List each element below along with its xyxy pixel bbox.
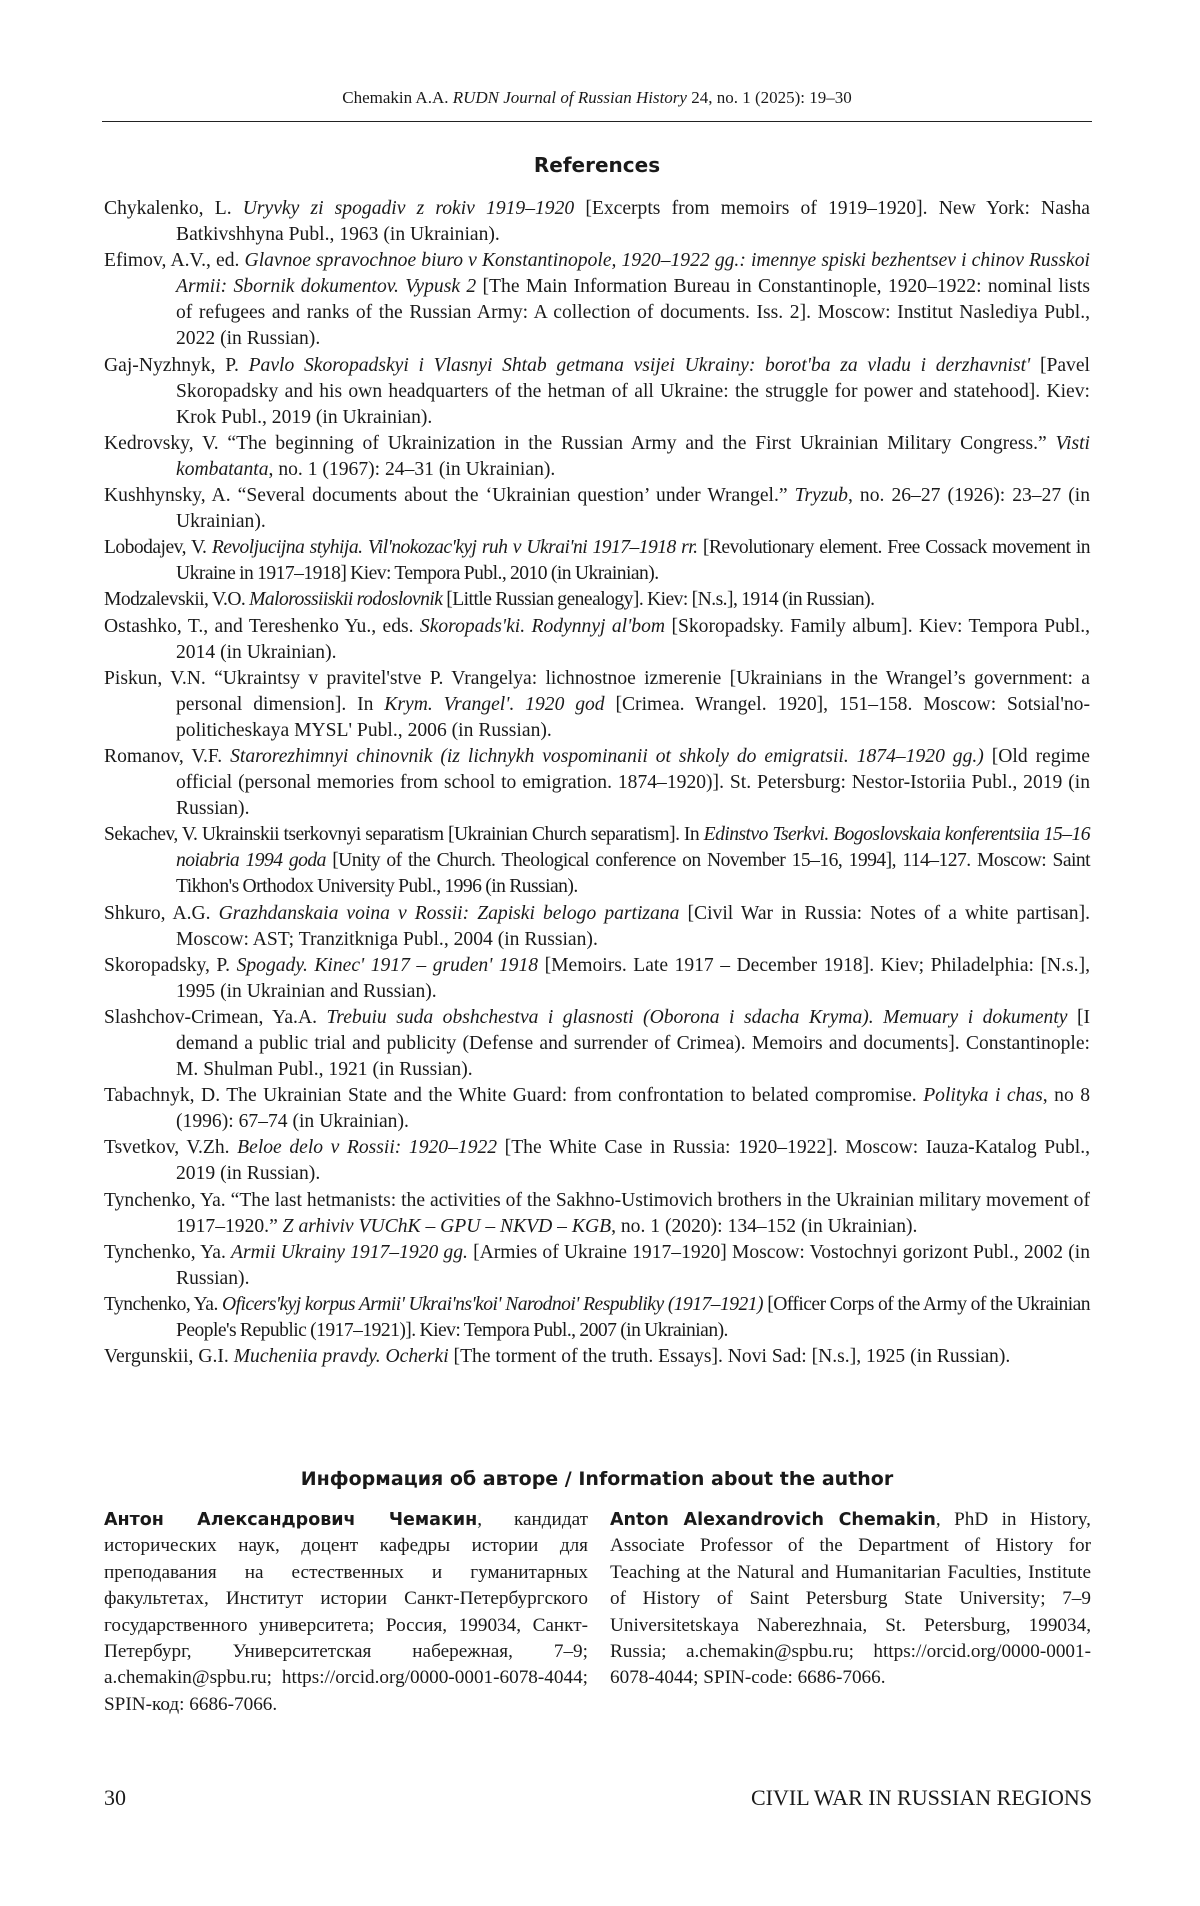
reference-item: Skoropadsky, P. Spogady. Kinec' 1917 – gruden' 1918 [Memoirs. Late 1917 – December 1918]. Kiev; Philadelphia: [N.s.], 1995 (in Ukrainian and Russian).	[104, 954, 1090, 1002]
reference-item: Sekachev, V. Ukrainskii tserkovnyi separatism [Ukrainian Church separatism]. In Edinstvo Tserkvi. Bogoslovskaia konferentsiia 15–16 noiabria 1994 goda [Unity of the Church. Theological conference on November 15–16, 1994], 114–127. Moscow: Saint Tikhon's Orthodox University Publ., 1996 (in Russian).	[104, 824, 1091, 898]
reference-list	[104, 196, 1090, 1370]
reference-item: Romanov, V.F. Starorezhimnyi chinovnik (iz lichnykh vospominanii ot shkoly do emigratsii. 1874–1920 gg.) [Old regime official (personal memories from school to emigration. 1874–1920)]. St. Petersburg: Nestor-Istoriia Publ., 2019 (in Russian).	[104, 745, 1090, 820]
reference-item: Lobodajev, V. Revoljucijna styhija. Vil'nokozac'kyj ruh v Ukrai'ni 1917–1918 rr. [Revolutionary element. Free Cossack movement in Ukraine in 1917–1918] Kiev: Tempora Publ., 2010 (in Ukrainian).	[104, 537, 1090, 585]
reference-item: Tabachnyk, D. The Ukrainian State and the White Guard: from confrontation to belated compromise. Polityka i chas, no 8 (1996): 67–74 (in Ukrainian).	[104, 1085, 1091, 1133]
reference-item: Shkuro, A.G. Grazhdanskaia voina v Rossii: Zapiski belogo partizana [Civil War in Russia: Notes of a white partisan]. Moscow: AST; Tranzitkniga Publ., 2004 (in Russian).	[104, 902, 1090, 950]
reference-item: Kedrovsky, V. “The beginning of Ukrainization in the Russian Army and the First Ukrainian Military Congress.” Visti kombatanta, no. 1 (1967): 24–31 (in Ukrainian).	[104, 432, 1090, 480]
reference-item: Slashchov-Crimean, Ya.A. Trebuiu suda obshchestva i glasnosti (Oborona i sdacha Kryma). Memuary i dokumenty [I demand a public trial and publicity (Defense and surrender of Crimea). Memoirs and documents]. Constantinople: M. Shulman Publ., 1921 (in Russian).	[104, 1006, 1091, 1081]
author-name-english: Anton Alexandrovich Chemakin	[610, 1510, 936, 1530]
reference-item: Chykalenko, L. Uryvky zi spogadiv z rokiv 1919–1920 [Excerpts from memoirs of 1919–1920]. New York: Nasha Batkivshhyna Publ., 1963 (in Ukrainian).	[104, 198, 1091, 246]
reference-item: Tynchenko, Ya. “The last hetmanists: the activities of the Sakhno-Ustimovich brothers in the Ukrainian military movement of 1917–1920.” Z arhiviv VUChK – GPU – NKVD – KGB, no. 1 (2020): 134–152 (in Ukrainian).	[104, 1189, 1090, 1237]
header-rule	[102, 121, 1092, 122]
author-info-heading: Информация об авторе / Information about the author	[300, 1468, 894, 1490]
reference-item: Ostashko, T., and Tereshenko Yu., eds. Skoropads'ki. Rodynnyj al'bom [Skoropadsky. Family album]. Kiev: Tempora Publ., 2014 (in Ukrainian).	[104, 615, 1090, 663]
reference-item: Modzalevskii, V.O. Malorossiiskii rodoslovnik [Little Russian genealogy]. Kiev: [N.s.], 1914 (in Russian).	[104, 589, 875, 611]
page-number: 30	[104, 1785, 126, 1810]
author-name-russian: Антон Александрович Чемакин	[104, 1510, 478, 1530]
reference-item: Piskun, V.N. “Ukraintsy v pravitel'stve P. Vrangelya: lichnostnoe izmerenie [Ukrainians in the Wrangel’s government: a personal dimension]. In Krym. Vrangel'. 1920 god [Crimea. Wrangel. 1920], 151–158. Moscow: Sotsial'no-politicheskaya MYSL' Publ., 2006 (in Russian).	[104, 667, 1090, 741]
running-head: Chemakin A.A. RUDN Journal of Russian History 24, no. 1 (2025): 19–30	[342, 88, 852, 107]
author-info-english: Anton Alexandrovich Chemakin, PhD in History, Associate Professor of the Department of History for Teaching at the Natural and Humanitarian Faculties, Institute of History of Saint Petersburg State University; 7–9 Universitetskaya Naberezhnaia, St. Petersburg, 199034, Russia; a.chemakin@spbu.ru; https://orcid.org/0000-0001-6078-4044; SPIN-code: 6686-7066.	[610, 1509, 1091, 1689]
author-info-russian: Антон Александрович Чемакин, кандидат исторических наук, доцент кафедры истории для преподавания на естественных и гуманитарных факультетах, Институт истории Санкт-Петербургского государственного университета; Россия, 199034, Санкт-Петербург, Университетская набережная, 7–9; a.chemakin@spbu.ru; https://orcid.org/0000-0001-6078-4044; SPIN-код: 6686-7066.	[104, 1509, 588, 1715]
reference-item: Efimov, A.V., ed. Glavnoe spravochnoe biuro v Konstantinopole, 1920–1922 gg.: imennye spiski bezhentsev i chinov Russkoi Armii: Sbornik dokumentov. Vypusk 2 [The Main Information Bureau in Constantinople, 1920–1922: nominal lists of refugees and ranks of the Russian Army: A collection of documents. Iss. 2]. Moscow: Institut Naslediya Publ., 2022 (in Russian).	[104, 250, 1090, 350]
references-heading: References	[533, 153, 661, 177]
reference-item: Tynchenko, Ya. Armii Ukrainy 1917–1920 gg. [Armies of Ukraine 1917–1920] Moscow: Vostochnyi gorizont Publ., 2002 (in Russian).	[104, 1241, 1091, 1289]
reference-item: Vergunskii, G.I. Mucheniia pravdy. Ocherki [The torment of the truth. Essays]. Novi Sad: [N.s.], 1925 (in Russian).	[104, 1346, 1011, 1368]
footer-section-title: CIVIL WAR IN RUSSIAN REGIONS	[750, 1785, 1092, 1810]
reference-item: Gaj-Nyzhnyk, P. Pavlo Skoropadskyi i Vlasnyi Shtab getmana vsijei Ukrainy: borot'ba za vladu i derzhavnist' [Pavel Skoropadsky and his own headquarters of the hetman of all Ukraine: the struggle for power and statehood]. Kiev: Krok Publ., 2019 (in Ukrainian).	[104, 354, 1090, 428]
reference-item: Tsvetkov, V.Zh. Beloe delo v Rossii: 1920–1922 [The White Case in Russia: 1920–1922]. Moscow: Iauza-Katalog Publ., 2019 (in Russian).	[104, 1137, 1090, 1185]
reference-item: Tynchenko, Ya. Oficers'kyj korpus Armii' Ukrai'ns'koi' Narodnoi' Respubliky (1917–1921) [Officer Corps of the Army of the Ukrainian People's Republic (1917–1921)]. Kiev: Tempora Publ., 2007 (in Ukrainian).	[104, 1293, 1091, 1342]
reference-item: Kushhynsky, A. “Several documents about the ‘Ukrainian question’ under Wrangel.” Tryzub, no. 26–27 (1926): 23–27 (in Ukrainian).	[104, 485, 1090, 533]
